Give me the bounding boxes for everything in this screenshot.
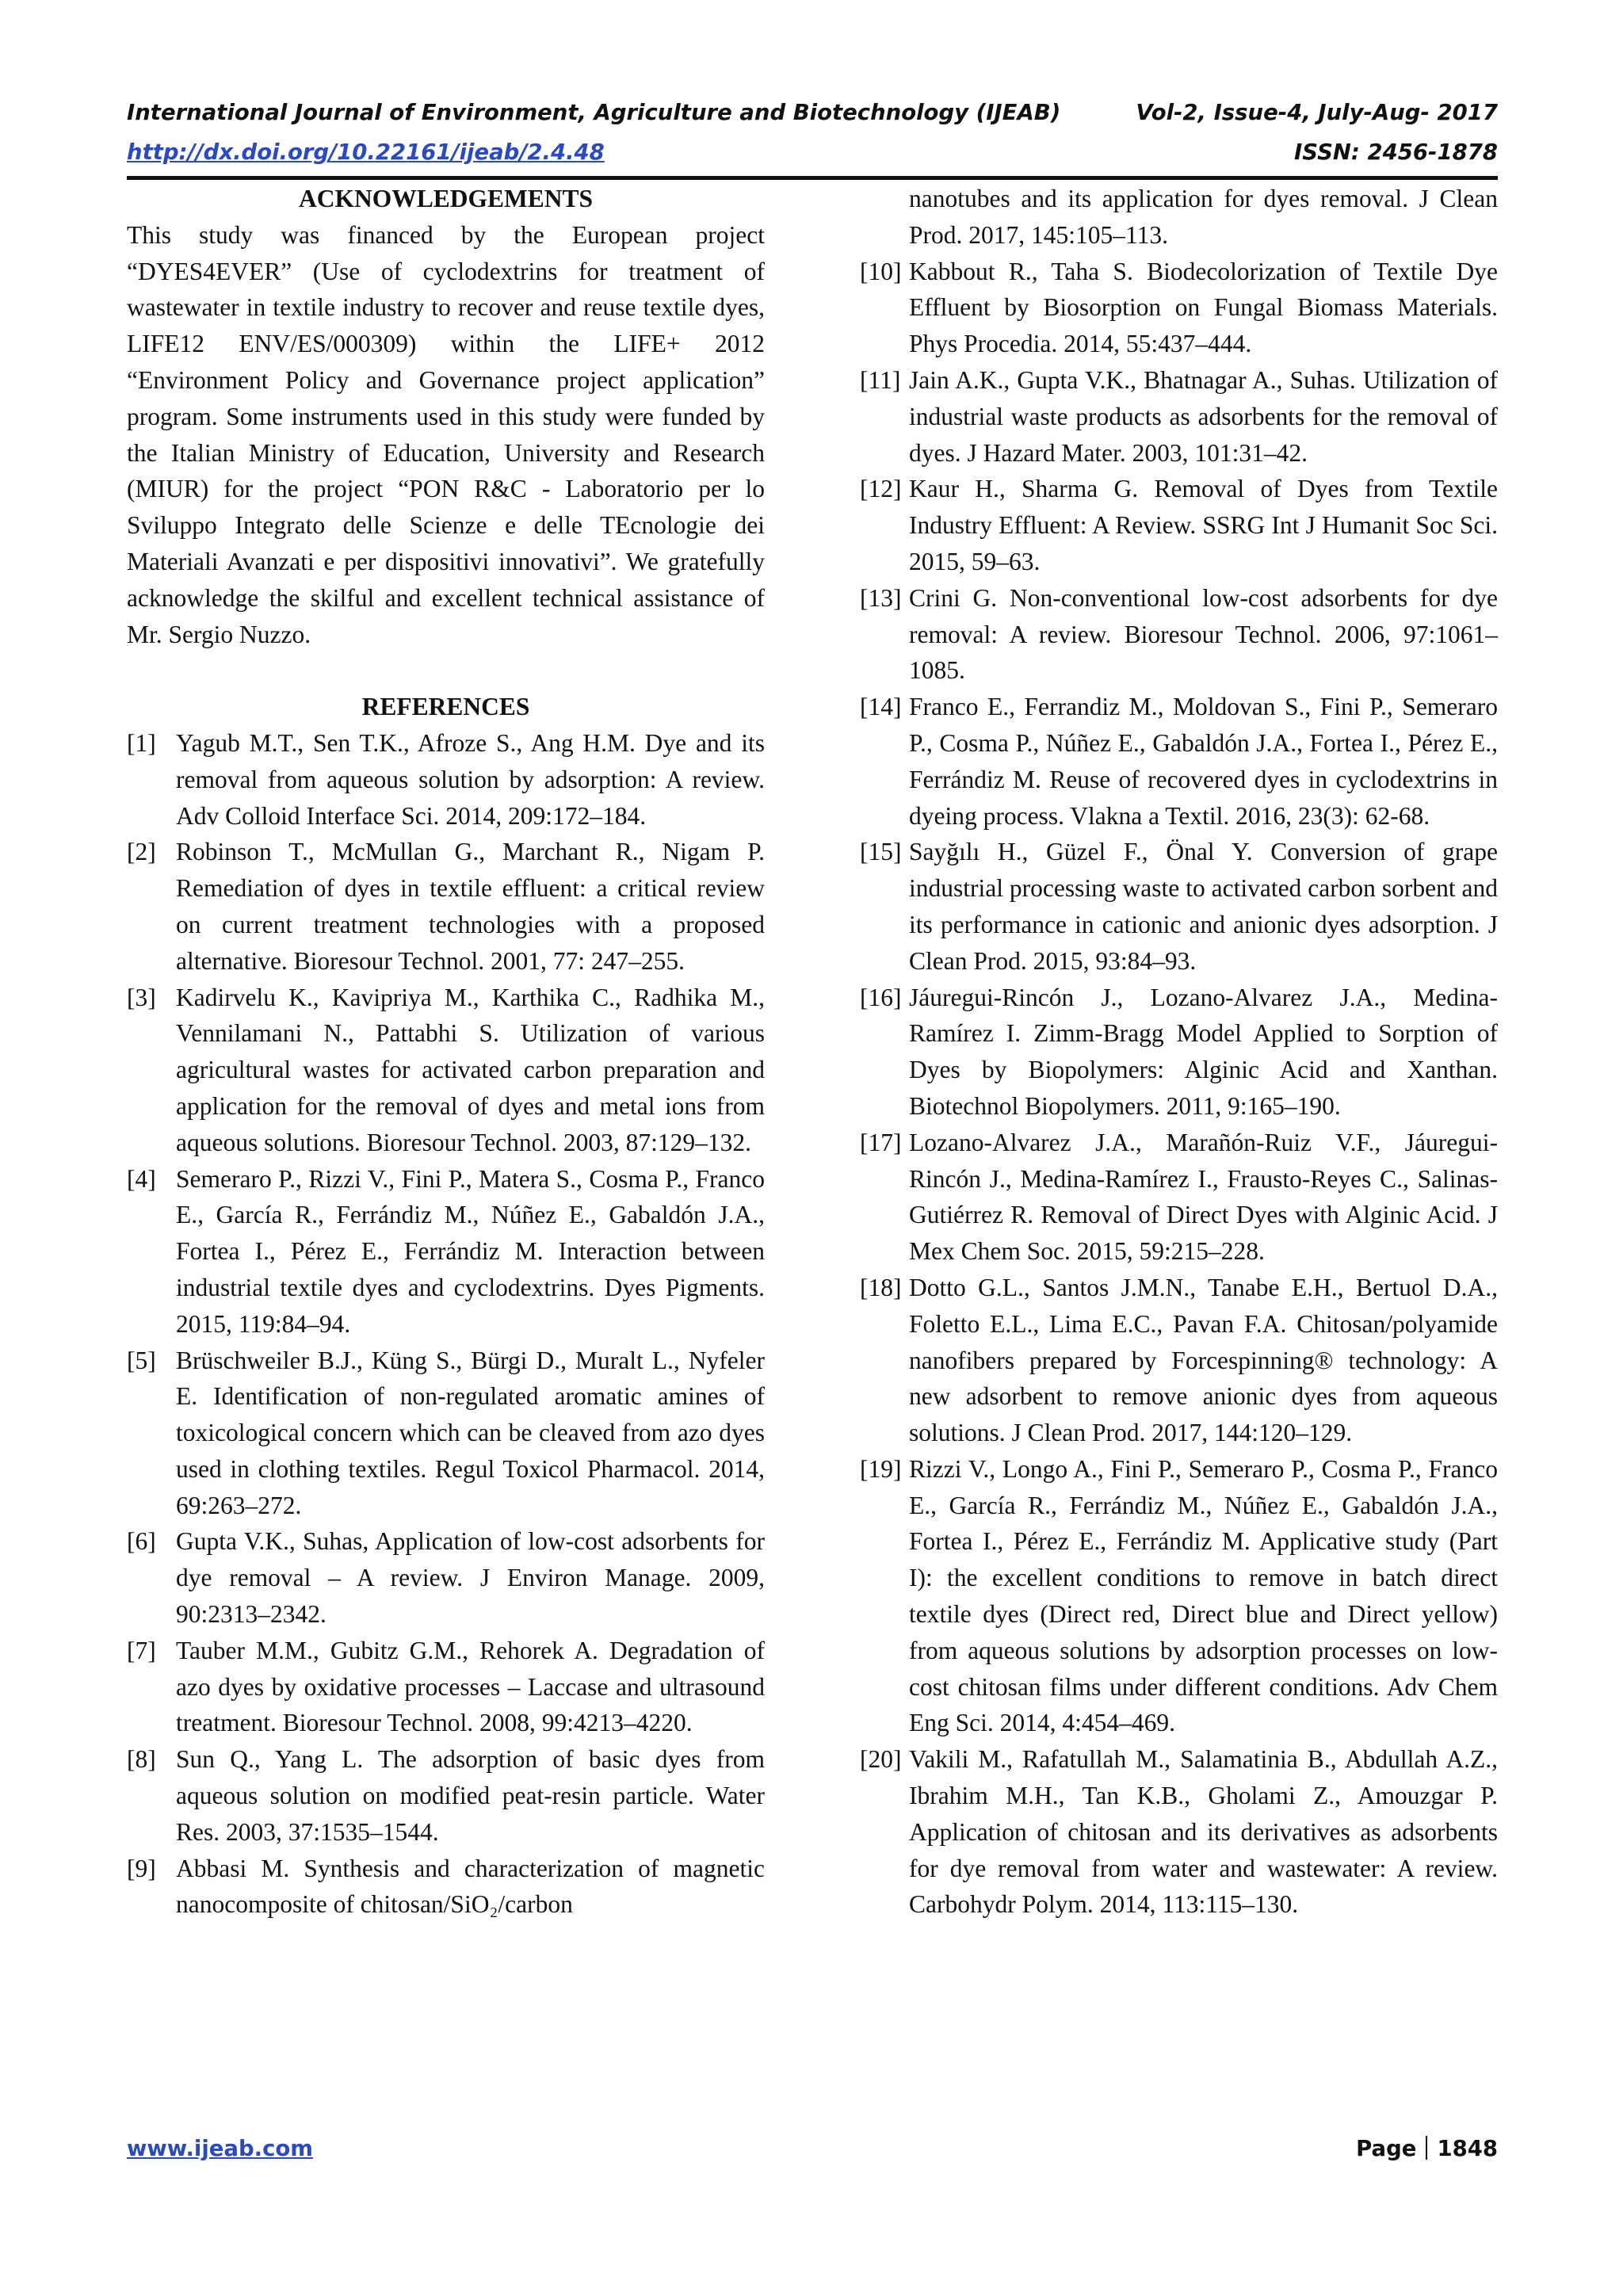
reference-text: Robinson T., McMullan G., Marchant R., Nigam P. Remediation of dyes in textile effluent: a critical review on current treatment technologies with a proposed alternative. Bioresour Technol. 2001, 77: 247–255. [176,838,765,975]
header-row-journal [127,100,1498,132]
reference-number: [18] [860,1273,902,1301]
references-list-right-continuation [860,181,1498,254]
reference-number: [9] [127,1854,156,1882]
reference-number: [13] [860,583,902,612]
reference-text: Crini G. Non-conventional low-cost adsorbents for dye removal: A review. Bioresour Technol. 2006, 97:1061–1085. [909,583,1498,685]
reference-item [860,834,1498,979]
reference-text: Lozano-Alvarez J.A., Marañón-Ruiz V.F., Jáuregui-Rincón J., Medina-Ramírez I., Frausto-Reyes C., Salinas-Gutiérrez R. Removal of Direct Dyes with Alginic Acid. J Mex Chem Soc. 2015, 59:215–228. [909,1128,1498,1266]
reference-text: Sun Q., Yang L. The adsorption of basic dyes from aqueous solution on modified peat-resin particle. Water Res. 2003, 37:1535–1544. [176,1745,765,1846]
reference-item [860,471,1498,579]
reference-text: Vakili M., Rafatullah M., Salamatinia B., Abdullah A.Z., Ibrahim M.H., Tan K.B., Gholami Z., Amouzgar P. Application of chitosan and its derivatives as adsorbents for dye removal from water and wastewater: A review. Carbohydr Polym. 2014, 113:115–130. [909,1745,1498,1919]
volume-info: Vol-2, Issue-4, July-Aug- 2017 [1136,100,1498,125]
header-rule [127,176,1498,180]
website-link[interactable]: www.ijeab.com [127,2136,313,2161]
reference-text: Yagub M.T., Sen T.K., Afroze S., Ang H.M. Dye and its removal from aqueous solution by adsorption: A review. Adv Colloid Interface Sci. 2014, 209:172–184. [176,728,765,830]
reference-text: Brüschweiler B.J., Küng S., Bürgi D., Muralt L., Nyfeler E. Identification of non-regulated aromatic amines of toxicological concern which can be cleaved from azo dyes used in clothing textiles. Regul Toxicol Pharmacol. 2014, 69:263–272. [176,1346,765,1519]
reference-text: Franco E., Ferrandiz M., Moldovan S., Fini P., Semeraro P., Cosma P., Núñez E., Gabaldón J.A., Fortea I., Pérez E., Ferrándiz M. Reuse of recovered dyes in cyclodextrins in dyeing process. Vlakna a Textil. 2016, 23(3): 62-68. [909,693,1498,830]
reference-item [127,980,765,1161]
reference-item [127,1633,765,1741]
reference-number: [20] [860,1745,902,1774]
page-label: Page [1356,2136,1417,2161]
right-column [860,181,1498,1923]
reference-item [127,834,765,979]
reference-item [127,1523,765,1632]
reference-item [860,580,1498,689]
references-title: REFERENCES [361,693,530,721]
references-list-right [860,254,1498,1924]
reference-text: Abbasi M. Synthesis and characterization of magnetic nanocomposite of chitosan/SiO₂/carbon [176,1854,765,1919]
reference-item [860,1451,1498,1741]
reference-text: Jáuregui-Rincón J., Lozano-Alvarez J.A., Medina-Ramírez I. Zimm-Bragg Model Applied to Sorption of Dyes by Biopolymers: Alginic Acid and Xanthan. Biotechnol Biopolymers. 2011, 9:165–190. [909,983,1498,1120]
reference-number: [10] [860,257,902,285]
reference-number: [12] [860,475,902,503]
reference-number: [17] [860,1128,902,1156]
reference-item [860,362,1498,471]
reference-number: [14] [860,693,902,721]
page-number [1356,2136,1498,2161]
doi-link[interactable]: http://dx.doi.org/10.22161/ijeab/2.4.48 [127,139,605,165]
reference-number: [2] [127,838,156,866]
reference-text: Semeraro P., Rizzi V., Fini P., Matera S., Cosma P., Franco E., García R., Ferrándiz M., Núñez E., Gabaldón J.A., Fortea I., Pérez E., Ferrándiz M. Interaction between industrial textile dyes and cyclodextrins. Dyes Pigments. 2015, 119:84–94. [176,1164,765,1338]
reference-text: Kaur H., Sharma G. Removal of Dyes from Textile Industry Effluent: A Review. SSRG Int J Humanit Soc Sci. 2015, 59–63. [909,475,1498,575]
reference-item [860,254,1498,362]
reference-number: [16] [860,983,902,1011]
acknowledgements-text: This study was financed by the European project “DYES4EVER” (Use of cyclodextrins for treatment of wastewater in textile industry to recover and reuse textile dyes, LIFE12 ENV/ES/000309) within the LIFE+ 2012 “Environment Policy and Governance project application” program. Some instruments used in this study were funded by the Italian Ministry of Education, University and Research (MIUR) for the project “PON R&C - Laboratorio per lo Sviluppo Integrato delle Scienze e delle TEcnologie dei Materiali Avanzati e per dispositivi innovativi”. We gratefully acknowledge the skilful and excellent technical assistance of Mr. Sergio Nuzzo. [127,220,765,648]
reference-item [127,1741,765,1850]
reference-item [127,725,765,834]
reference-item [127,1161,765,1343]
header-row-doi [127,139,1498,171]
reference-number: [8] [127,1745,156,1774]
reference-item [127,1851,765,1924]
reference-item [127,1343,765,1524]
reference-item [860,1741,1498,1923]
reference-text: Kabbout R., Taha S. Biodecolorization of Textile Dye Effluent by Biosorption on Fungal Biomass Materials. Phys Procedia. 2014, 55:437–444. [909,257,1498,358]
references-list-left [127,725,765,1923]
journal-title: International Journal of Environment, Agriculture and Biotechnology (IJEAB) [127,100,1061,125]
acknowledgements-title: ACKNOWLEDGEMENTS [298,185,594,212]
reference-item [860,1125,1498,1270]
reference-number: [6] [127,1527,156,1556]
left-column [127,181,765,1923]
reference-item [860,980,1498,1125]
reference-text: Jain A.K., Gupta V.K., Bhatnagar A., Suhas. Utilization of industrial waste products as adsorbents for the removal of dyes. J Hazard Mater. 2003, 101:31–42. [909,365,1498,467]
issn: ISSN: 2456-1878 [1294,139,1498,165]
page-number-value: 1848 [1437,2136,1498,2161]
reference-number: [4] [127,1164,156,1193]
reference-text: Kadirvelu K., Kavipriya M., Karthika C., Radhika M., Vennilamani N., Pattabhi S. Utilization of various agricultural wastes for activated carbon preparation and application for the removal of dyes and metal ions from aqueous solutions. Bioresour Technol. 2003, 87:129–132. [176,983,765,1156]
page-footer [127,2136,1498,2176]
reference-number: [19] [860,1454,902,1483]
page-header [127,100,1498,187]
reference-text: Tauber M.M., Gubitz G.M., Rehorek A. Degradation of azo dyes by oxidative processes – Laccase and ultrasound treatment. Bioresour Technol. 2008, 99:4213–4220. [176,1636,765,1737]
reference-text: Dotto G.L., Santos J.M.N., Tanabe E.H., Bertuol D.A., Foletto E.L., Lima E.C., Pavan F.A. Chitosan/polyamide nanofibers prepared by Forcespinning® technology: A new adsorbent to remove anionic dyes from aqueous solutions. J Clean Prod. 2017, 144:120–129. [909,1273,1498,1447]
reference-text: nanotubes and its application for dyes removal. J Clean Prod. 2017, 145:105–113. [909,185,1498,249]
reference-text: Gupta V.K., Suhas, Application of low-cost adsorbents for dye removal – A review. J Environ Manage. 2009, 90:2313–2342. [176,1527,765,1629]
reference-text: Rizzi V., Longo A., Fini P., Semeraro P., Cosma P., Franco E., García R., Ferrándiz M., Núñez E., Gabaldón J.A., Fortea I., Pérez E., Ferrándiz M. Applicative study (Part I): the excellent conditions to remove in batch direct textile dyes (Direct red, Direct blue and Direct yellow) from aqueous solutions by adsorption processes on low-cost chitosan films under different conditions. Adv Chem Eng Sci. 2014, 4:454–469. [909,1454,1498,1737]
reference-number: [11] [860,365,901,394]
reference-item [860,689,1498,834]
page-separator [1426,2136,1427,2160]
reference-number: [3] [127,983,156,1011]
reference-text: Sayğılı H., Güzel F., Önal Y. Conversion of grape industrial processing waste to activated carbon sorbent and its performance in cationic and anionic dyes adsorption. J Clean Prod. 2015, 93:84–93. [909,838,1498,975]
reference-number: [7] [127,1636,156,1664]
reference-number: [5] [127,1346,156,1374]
reference-number: [15] [860,838,902,866]
reference-9-continuation [860,181,1498,254]
reference-number: [1] [127,728,156,757]
reference-item [860,1270,1498,1451]
